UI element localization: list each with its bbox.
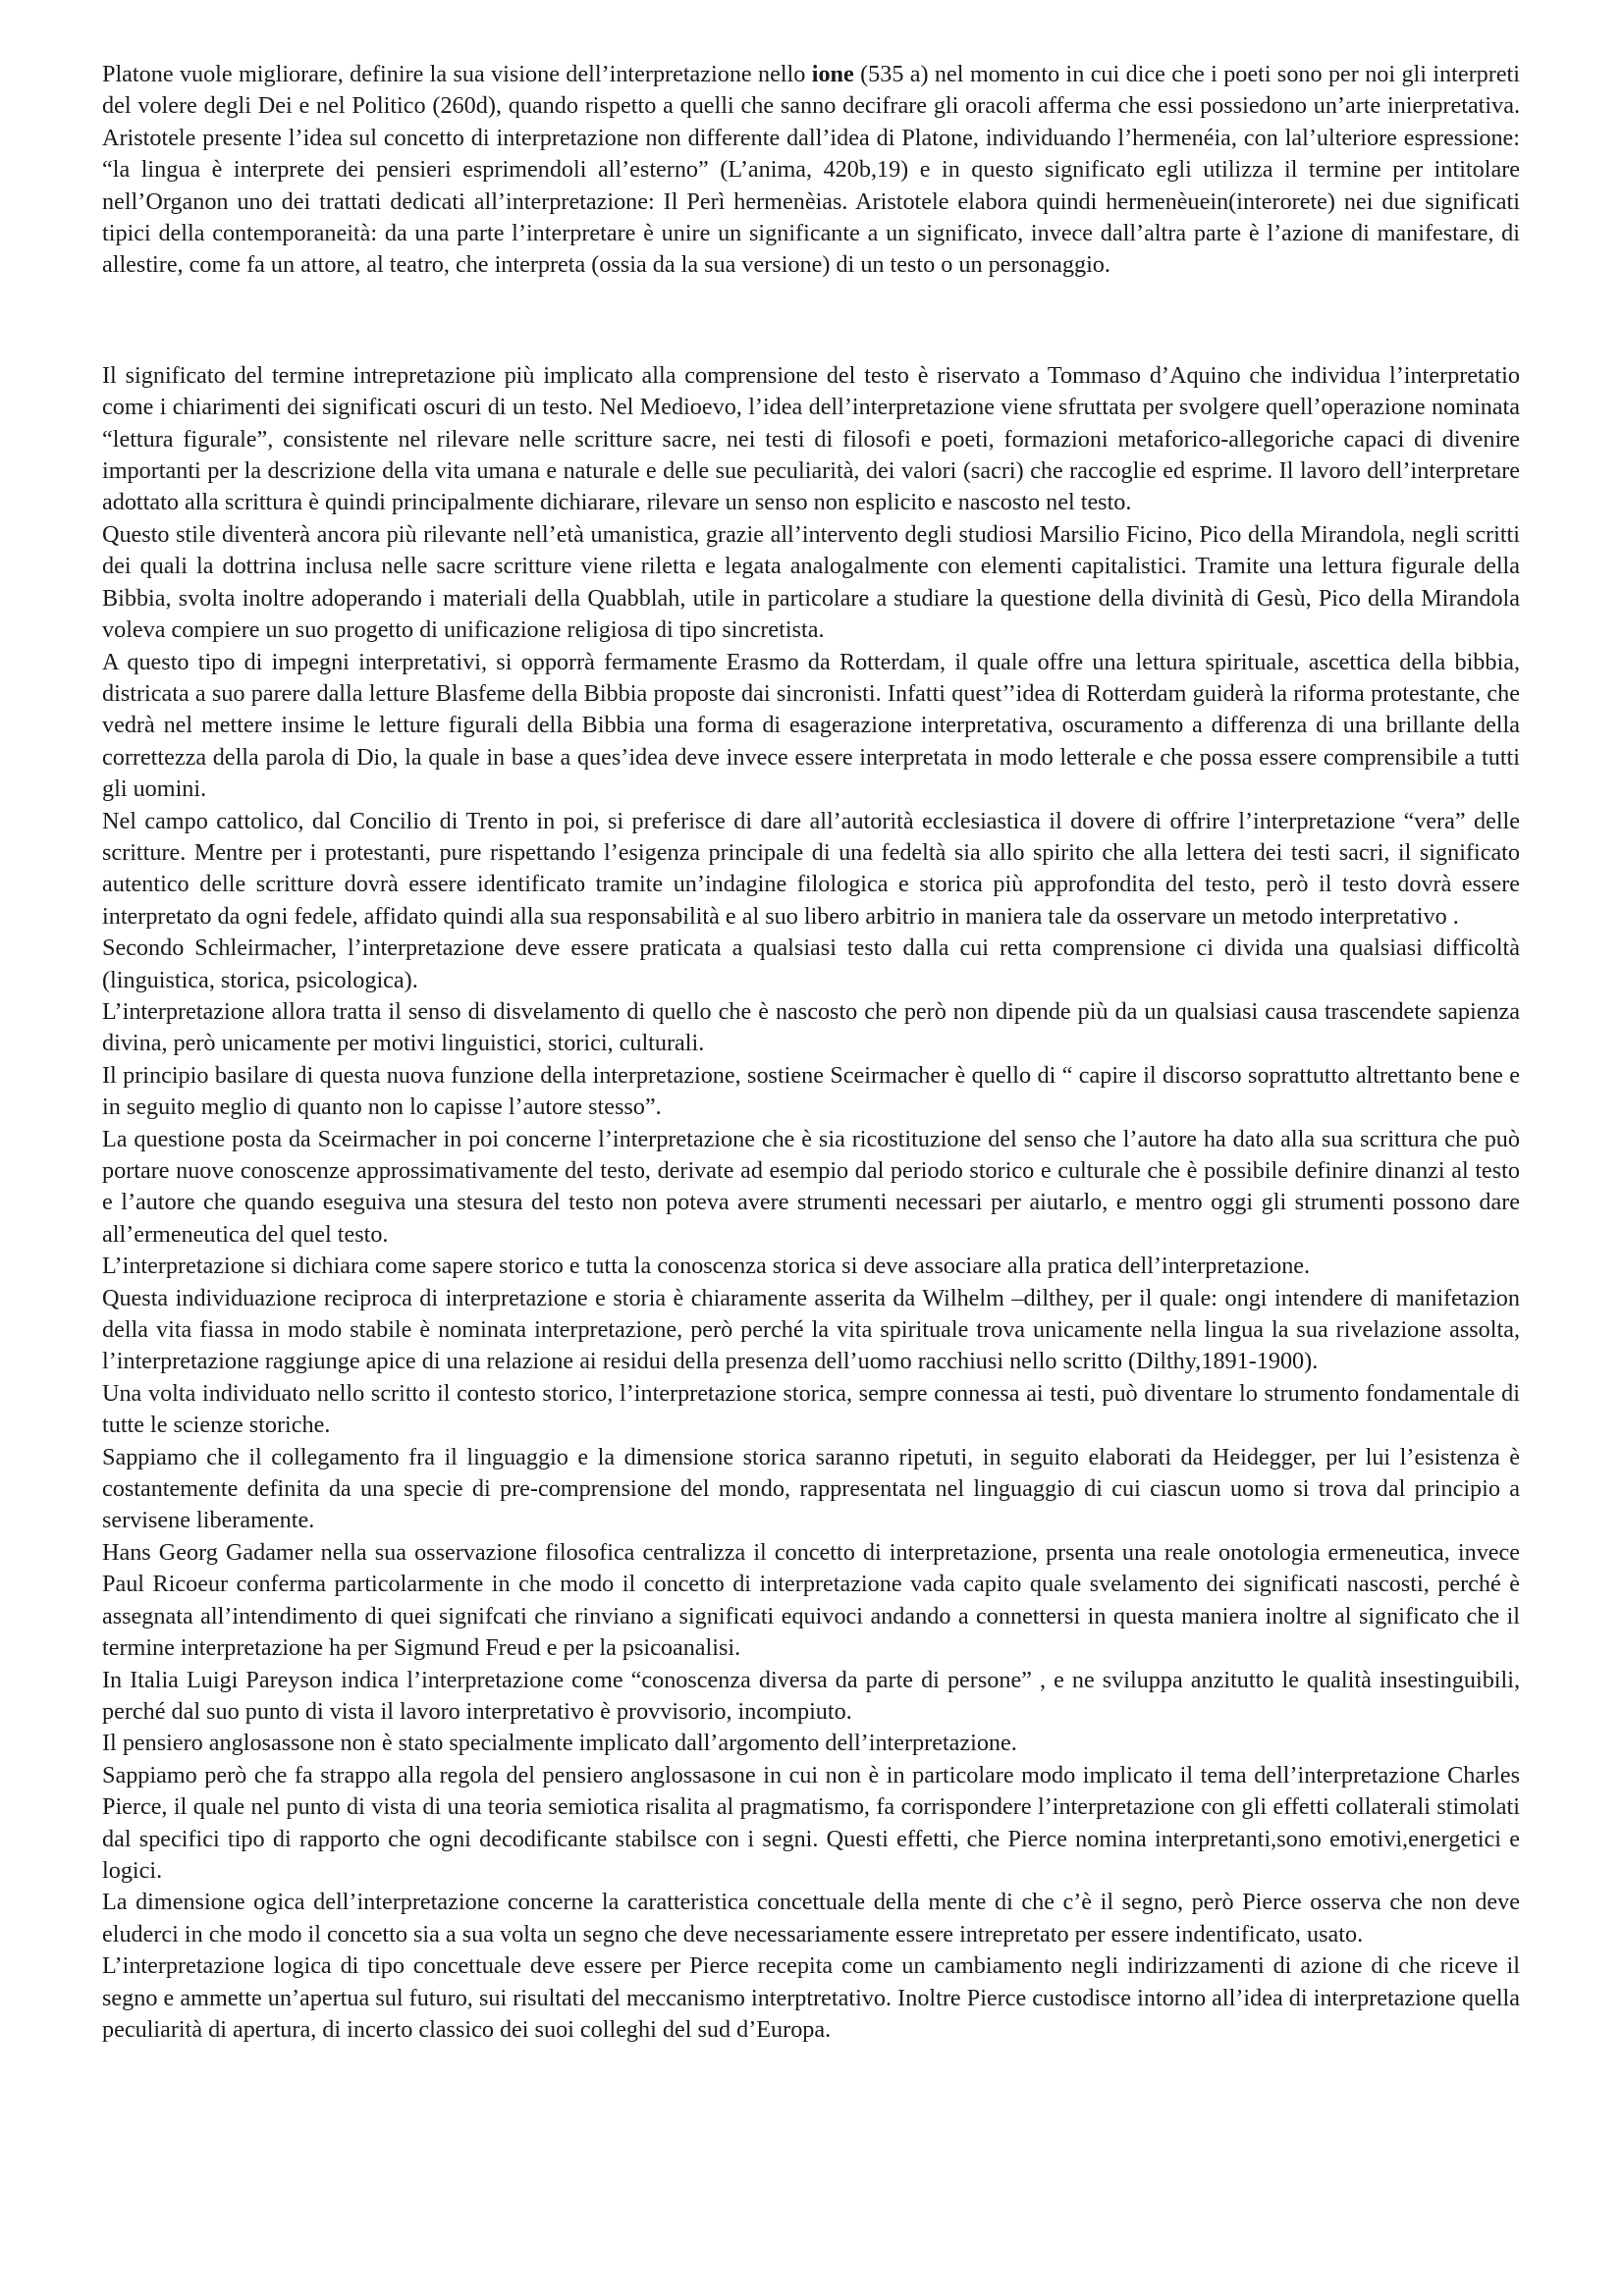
paragraph-dimensione-logica: La dimensione ogica dell’interpretazione concerne la caratteristica concettuale della mente di che c’è il segno, però Pierce osserva che non deve eluderci in che modo il concetto sia a sua volta un segno che deve necessariamente essere intrepretato per essere indentificato, usato. <box>102 1889 1520 1948</box>
intro-bold-term: ione <box>811 61 854 87</box>
intro-paragraph <box>102 59 1520 282</box>
paragraph-contesto-storico: Una volta individuato nello scritto il contesto storico, l’interpretazione storica, sempre connessa ai testi, può diventare lo strumento fondamentale di tutte le scienze storiche. <box>102 1379 1520 1439</box>
paragraph-pareyson: In Italia Luigi Pareyson indica l’interpretazione come “conoscenza diversa da parte di persone” , e ne sviluppa anzitutto le qualità insestinguibili, perché dal suo punto di vista il lavoro interpretativo è provvisorio, incompiuto. <box>102 1666 1520 1725</box>
paragraph-sapere-storico: L’interpretazione si dichiara come sapere storico e tutta la conoscenza storica si deve associare alla pratica dell’interpretazione. <box>102 1253 1311 1280</box>
document-page <box>102 59 1520 2046</box>
paragraph-disvelamento: L’interpretazione allora tratta il senso di disvelamento di quello che è nascosto che però non dipende più da un qualsiasi causa trascendete sapienza divina, però unicamente per motivi linguistici, storici, culturali. <box>102 997 1520 1057</box>
paragraph-pierce: Sappiamo però che fa strappo alla regola del pensiero anglossasone in cui non è in particolare modo implicato il tema dell’interpretazione Charles Pierce, il quale nel punto di vista di una teoria semiotica risalita al pragmatismo, fa corrispondere l’interpretazione con gli effetti collaterali stimolati dal specifici tipo di rapporto che ogni decodificante stabilsce con i segni. Questi effetti, che Pierce nomina interpretanti,sono emotivi,energetici e logici. <box>102 1761 1520 1884</box>
body-paragraphs <box>102 360 1520 2047</box>
section-gap <box>102 282 1520 360</box>
paragraph-gadamer: Hans Georg Gadamer nella sua osservazione filosofica centralizza il concetto di interpretazione, prsenta una reale onotologia ermeneutica, invece Paul Ricoeur conferma particolarmente in che modo il concetto di interpretazione vada capito quale svelamento dei significati nascosti, perché è assegnata all’intendimento di quei signifcati che rinviano a significati equivoci andando a connettersi in questa maniera inoltre al significato che il termine interpretazione ha per Sigmund Freud e per la psicoanalisi. <box>102 1538 1520 1662</box>
paragraph-interpretazione-logica: L’interpretazione logica di tipo concettuale deve essere per Pierce recepita come un cambiamento negli indirizzamenti di azione di che riceve il segno e ammette un’apertua sul futuro, sui risultati del meccanismo interptretativo. Inoltre Pierce custodisce intorno all’idea di interpretazione quella peculiarità di apertura, di incerto classico dei suoi colleghi del sud d’Europa. <box>102 1952 1520 2043</box>
paragraph-questione: La questione posta da Sceirmacher in poi concerne l’interpretazione che è sia ricostituzione del senso che l’autore ha dato alla sua scrittura che può portare nuove conoscenze approssimativamente del testo, derivate ad esempio dal periodo storico e culturale che è possibile definire dinanzi al testo e l’autore che quando eseguiva una stesura del testo non poteva avere strumenti necessari per aiutarlo, e mentro oggi gli strumenti possono dare all’ermeneutica del quel testo. <box>102 1125 1520 1248</box>
paragraph-dilthey: Questa individuazione reciproca di interpretazione e storia è chiaramente asserita da Wilhelm –dilthey, per il quale: ongi intendere di manifetazion della vita fiassa in modo stabile è nominata interpretazione, però perché la vita spirituale trova unicamente nella lingua la sua rivelazione assolta, l’interpretazione raggiunge apice di una relazione ai residui della presenza dell’uomo racchiusi nello scritto (Dilthy,1891-1900). <box>102 1284 1520 1375</box>
paragraph-erasmo: A questo tipo di impegni interpretativi, si opporrà fermamente Erasmo da Rotterdam, il quale offre una lettura spirituale, ascettica della bibbia, districata a suo parere dalla letture Blasfeme della Bibbia proposte dai sincronisti. Infatti quest’’idea di Rotterdam guiderà la riforma protestante, che vedrà nel mettere insime le letture figurali della Bibbia una forma di esagerazione interpretativa, oscuramento a differenza di una brillante della correttezza della parola di Dio, la quale in base a ques’idea deve invece essere interpretata in modo letterale e che possa essere comprensibile a tutti gli uomini. <box>102 648 1520 803</box>
paragraph-tommaso: Il significato del termine intrepretazione più implicato alla comprensione del testo è riservato a Tommaso d’Aquino che individua l’interpretatio come i chiarimenti dei significati oscuri di un testo. Nel Medioevo, l’idea dell’interpretazione viene sfruttata per svolgere quell’operazione nominata “lettura figurale”, consistente nel rilevare nelle scritture sacre, nei testi di filosofi e poeti, formazioni metaforico-allegoriche capaci di divenire importanti per la descrizione della vita umana e naturale e delle sue peculiarità, dei valori (sacri) che raccoglie ed esprime. Il lavoro dell’interpretare adottato alla scrittura è quindi principalmente dichiarare, rilevare un senso non esplicito e nascosto nel testo. <box>102 361 1520 516</box>
paragraph-umanesimo: Questo stile diventerà ancora più rilevante nell’età umanistica, grazie all’intervento degli studiosi Marsilio Ficino, Pico della Mirandola, negli scritti dei quali la dottrina inclusa nelle sacre scritture viene riletta e legata analogalmente con elementi capitalistici. Tramite una lettura figurale della Bibbia, svolta inoltre adoperando i materiali della Quabblah, utile in particolare a studiare la questione della divinità di Gesù, Pico della Mirandola voleva compiere un suo progetto di unificazione religiosa di tipo sincretista. <box>102 520 1520 644</box>
paragraph-trento: Nel campo cattolico, dal Concilio di Trento in poi, si preferisce di dare all’autorità ecclesiastica il dovere di offrire l’interpretazione “vera” delle scritture. Mentre per i protestanti, pure rispettando l’esigenza principale di una fedeltà sia allo spirito che alla lettera dei testi sacri, il significato autentico delle scritture dovrà essere identificato tramite un’indagine filologica e storica più approfondita del testo, però il testo dovrà essere interpretato da ogni fedele, affidato quindi alla sua responsabilità e al suo libero arbitrio in maniera tale da osservare un metodo interpretativo . <box>102 807 1520 930</box>
intro-text-start: Platone vuole migliorare, definire la sua visione dell’interpretazione nello <box>102 61 812 87</box>
paragraph-schleirmacher: Secondo Schleirmacher, l’interpretazione deve essere praticata a qualsiasi testo dalla cui retta comprensione ci divida una qualsiasi difficoltà (linguistica, storica, psicologica). <box>102 934 1520 993</box>
paragraph-anglosassone: Il pensiero anglosassone non è stato specialmente implicato dall’argomento dell’interpretazione. <box>102 1730 1017 1757</box>
paragraph-principio: Il principio basilare di questa nuova funzione della interpretazione, sostiene Sceirmacher è quello di “ capire il discorso soprattutto altrettanto bene e in seguito meglio di quanto non lo capisse l’autore stesso”. <box>102 1061 1520 1121</box>
paragraph-heidegger: Sappiamo che il collegamento fra il linguaggio e la dimensione storica saranno ripetuti, in seguito elaborati da Heidegger, per lui l’esistenza è costantemente definita da una specie di pre-comprensione del mondo, rappresentata nel linguaggio di cui ciascun uomo si trova dal principio a servisene liberamente. <box>102 1443 1520 1534</box>
intro-text-end: (535 a) nel momento in cui dice che i poeti sono per noi gli interpreti del volere degli Dei e nel Politico (260d), quando rispetto a quelli che sanno decifrare gli oracoli afferma che essi possiedono un’arte inierpretativa. Aristotele presente l’idea sul concetto di interpretazione non differente dall’idea di Platone, individuando l’hermenéia, con lal’ulteriore espressione: “la lingua è interprete dei pensieri esprimendoli all’esterno” (L’anima, 420b,19) e in questo significato egli utilizza il termine per intitolare nell’Organon uno dei trattati dedicati all’interpretazione: Il Perì hermenèias. Aristotele elabora quindi hermenèuein(interorete) nei due significati tipici della contemporaneità: da una parte l’interpretare è unire un significante a un significato, invece dall’altra parte è l’azione di manifestare, di allestire, come fa un attore, al teatro, che interpreta (ossia da la sua versione) di un testo o un personaggio. <box>102 61 1520 279</box>
